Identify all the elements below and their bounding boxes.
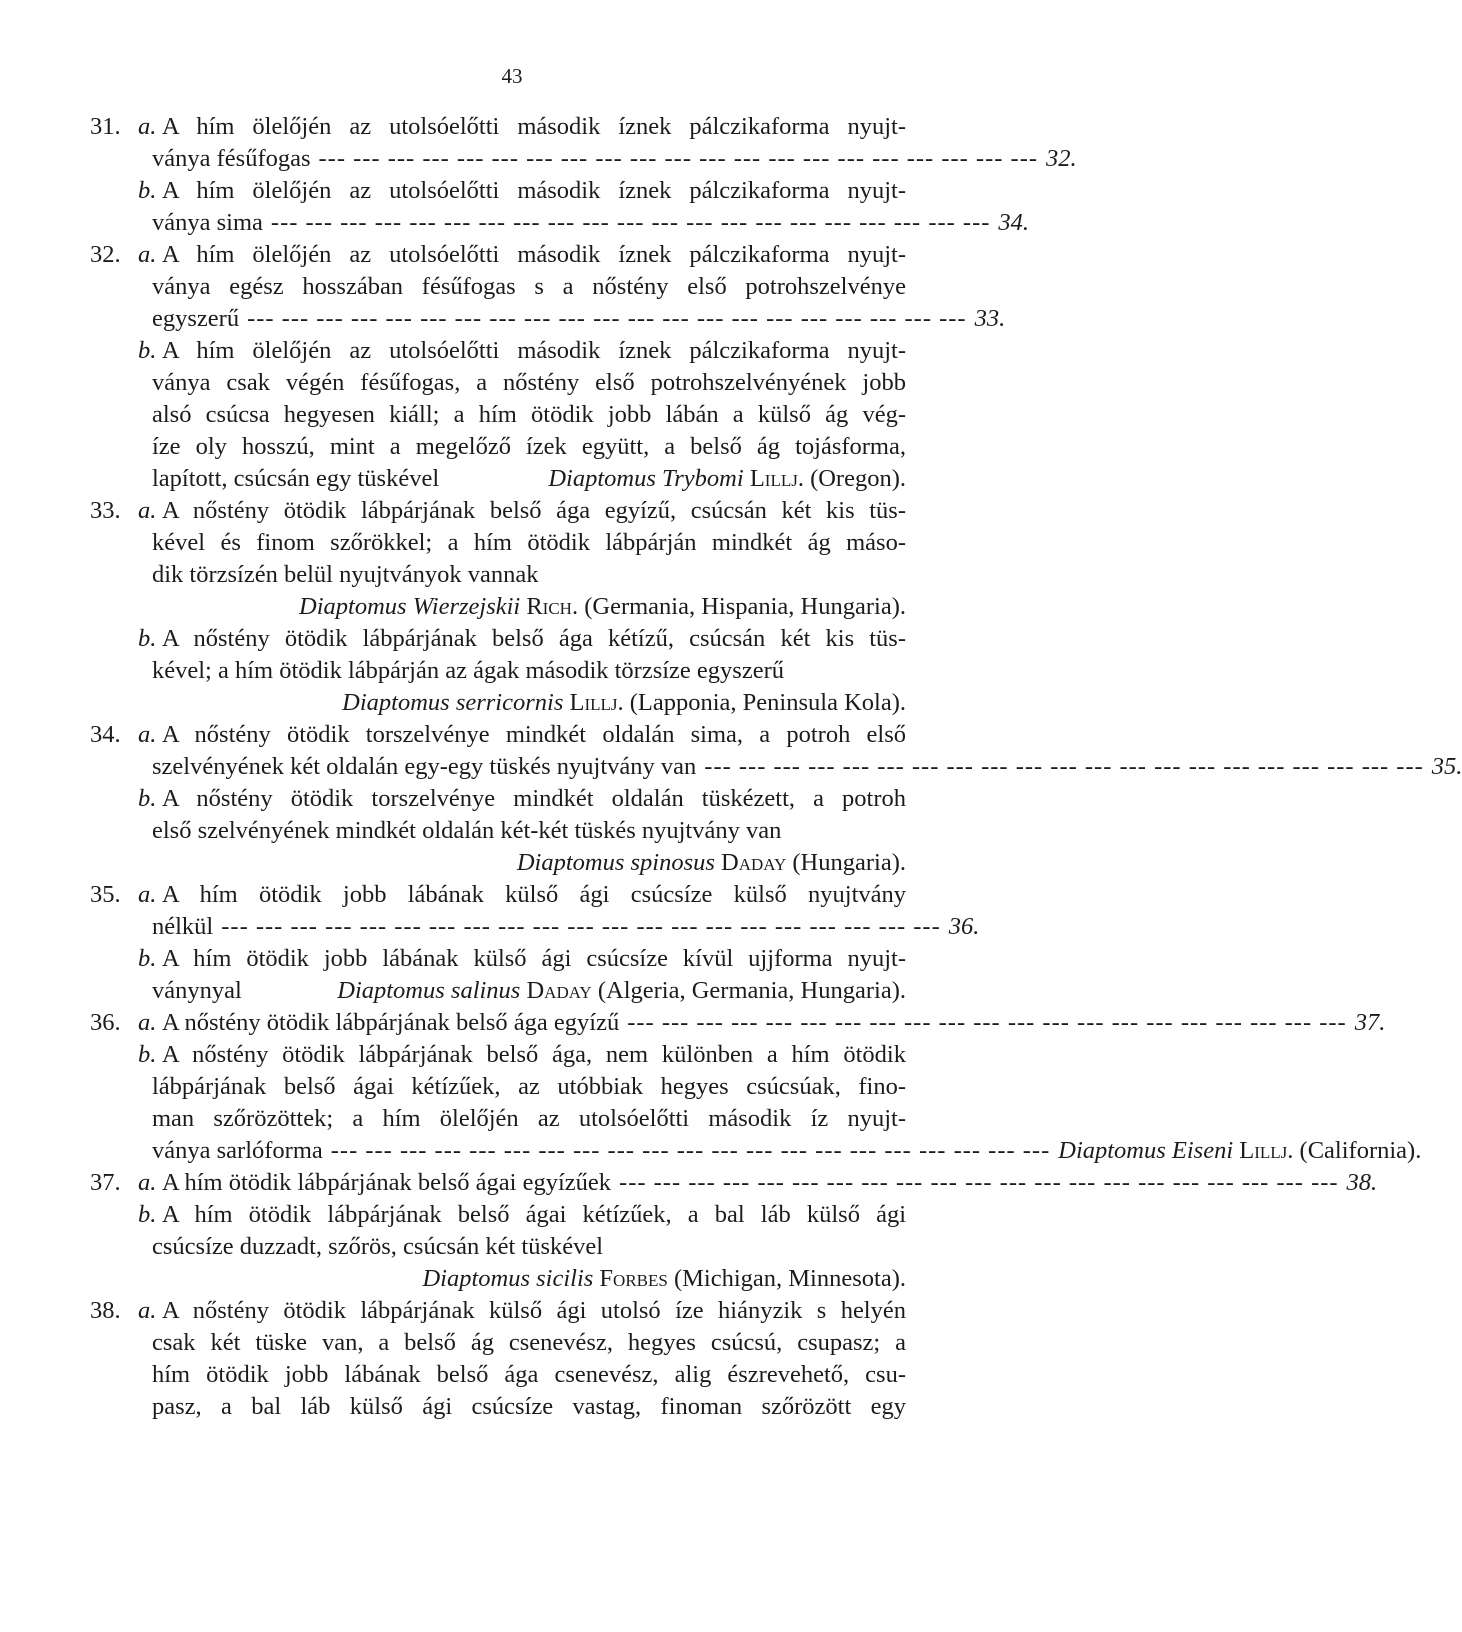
line-33b-3 (0, 686, 1024, 720)
line-32a-1 (0, 238, 1024, 272)
body-text: A hím ötödik lábpárjának belső ágai egyízűek (162, 1169, 612, 1196)
leader-line (152, 206, 1030, 240)
line-34b-3 (0, 846, 1024, 880)
leader-dots: --- --- --- --- --- --- --- --- --- --- --- --- --- --- --- --- --- --- --- --- --- (221, 913, 941, 940)
line-34a-2 (0, 750, 1462, 784)
line-33b-1 (0, 622, 1024, 656)
species-locality: (Michigan, Minnesota). (673, 1265, 906, 1292)
line-32a-3 (0, 302, 1024, 336)
species-locality: (Algeria, Germania, Hungaria). (597, 977, 906, 1004)
line-33a-1 (0, 494, 1024, 528)
line-37a-1 (0, 1166, 1378, 1200)
body-text: A hím ölelőjén az utolsóelőtti második íznek pálczikaforma nyujt- (162, 241, 906, 268)
species-name: Diaptomus serricornis (342, 689, 564, 716)
leader-line (152, 910, 980, 944)
option-letter: b. (138, 1041, 157, 1068)
couplet-reference: 34. (998, 209, 1030, 236)
body-text: csak két tüske van, a belső ág csenevész, hegyes csúcsú, csupasz; a (152, 1329, 906, 1356)
option-letter: a. (138, 1297, 157, 1324)
body-text: A hím ölelőjén az utolsóelőtti második íznek pálczikaforma nyujt- (162, 113, 906, 140)
body-text: kével és finom szőrökkel; a hím ötödik lábpárján mindkét ág máso- (152, 529, 906, 556)
option-letter: a. (138, 1009, 157, 1036)
body-text: A hím ölelőjén az utolsóelőtti második íznek pálczikaforma nyujt- (162, 337, 906, 364)
option-letter: a. (138, 1169, 157, 1196)
line-35b-1 (0, 942, 1024, 976)
line-37b-1 (0, 1198, 1024, 1232)
line-31a-2 (0, 142, 1077, 176)
body-text: A hím ötödik jobb lábának külső ági csúcsíze kívül ujjforma nyujt- (162, 945, 906, 972)
line-31b-1 (0, 174, 1024, 208)
body-text: szelvényének két oldalán egy-egy tüskés nyujtvány van (152, 753, 697, 780)
line-36b-1 (0, 1038, 1024, 1072)
body-text: A nőstény ötödik lábpárjának belső ága egyízű, csúcsán két kis tüs- (162, 497, 906, 524)
line-37b-3 (0, 1262, 1024, 1296)
line-38a-2 (0, 1326, 1024, 1360)
line-34b-1 (0, 782, 1024, 816)
line-35a-2 (0, 910, 1024, 944)
couplet-reference: 37. (1354, 1009, 1386, 1036)
body-text: A nőstény ötödik lábpárjának belső ága egyízű (162, 1009, 620, 1036)
leader-dots: --- --- --- --- --- --- --- --- --- --- --- --- --- --- --- --- --- --- --- --- --- (619, 1169, 1339, 1196)
species-entry (1058, 1134, 1421, 1168)
leader-line (152, 302, 1006, 336)
leader-line (152, 750, 1462, 784)
option-letter: a. (138, 113, 157, 140)
body-text: A nőstény ötödik torszelvénye mindkét oldalán tüskézett, a potroh (162, 785, 906, 812)
body-text: hím ötödik jobb lábának belső ága csenevész, alig észrevehető, csu- (152, 1361, 906, 1388)
species-author: Daday (721, 849, 787, 876)
body-text: lábpárjának belső ágai kétízűek, az utóbbiak hegyes csúcsúak, fino- (152, 1073, 906, 1100)
body-text: egyszerű (152, 305, 240, 332)
line-36b-4 (0, 1134, 1422, 1168)
species-author: Lillj. (569, 689, 624, 716)
body-text: ványa csak végén fésűfogas, a nőstény első potrohszelvényének jobb (152, 369, 906, 396)
species-name: Diaptomus sicilis (422, 1265, 594, 1292)
body-text: lapított, csúcsán egy tüskével (152, 465, 440, 492)
line-35a-1 (0, 878, 1024, 912)
line-32b-3 (0, 398, 1024, 432)
species-locality: (Lapponia, Peninsula Kola). (629, 689, 906, 716)
species-locality: (Germania, Hispania, Hungaria). (584, 593, 906, 620)
couplet-number-38: 38. (90, 1297, 121, 1324)
species-author: Lillj. (749, 465, 804, 492)
couplet-reference: 32. (1046, 145, 1077, 172)
species-locality: (California). (1299, 1137, 1422, 1164)
couplet-reference: 33. (974, 305, 1006, 332)
species-entry (152, 686, 906, 720)
species-author: Lillj. (1239, 1137, 1294, 1164)
leader-line (162, 1006, 1386, 1040)
species-name: Diaptomus Eiseni (1058, 1137, 1234, 1164)
line-33b-2 (0, 654, 1024, 688)
option-letter: a. (138, 881, 157, 908)
line-32b-2 (0, 366, 1024, 400)
leader-dots: --- --- --- --- --- --- --- --- --- --- --- --- --- --- --- --- --- --- --- --- --- (318, 145, 1039, 172)
couplet-number-34: 34. (90, 721, 121, 748)
couplet-reference: 38. (1346, 1169, 1378, 1196)
species-name: Diaptomus spinosus (516, 849, 715, 876)
species-author: Daday (526, 977, 592, 1004)
option-letter: b. (138, 1201, 157, 1228)
option-letter: a. (138, 241, 157, 268)
couplet-number-37: 37. (90, 1169, 121, 1196)
option-letter: b. (138, 625, 157, 652)
body-text: pasz, a bal láb külső ági csúcsíze vastag, finoman szőrözött egy (152, 1393, 906, 1420)
leader-dots: --- --- --- --- --- --- --- --- --- --- --- --- --- --- --- --- --- --- --- --- --- (247, 305, 967, 332)
species-entry (152, 590, 906, 624)
leader-line (152, 142, 1077, 176)
line-32b-1 (0, 334, 1024, 368)
line-36b-2 (0, 1070, 1024, 1104)
line-33a-3 (0, 558, 1024, 592)
leader-line (152, 1134, 1422, 1168)
line-34b-2 (0, 814, 1024, 848)
option-letter: a. (138, 721, 157, 748)
line-36b-3 (0, 1102, 1024, 1136)
species-entry (548, 462, 906, 496)
body-text: A nőstény ötödik lábpárjának belső ága, nem különben a hím ötödik (162, 1041, 906, 1068)
species-name: Diaptomus salinus (337, 977, 521, 1004)
body-text: A hím ölelőjén az utolsóelőtti második íznek pálczikaforma nyujt- (162, 177, 906, 204)
body-text: kével; a hím ötödik lábpárján az ágak második törzsíze egyszerű (152, 657, 784, 684)
species-entry (337, 974, 906, 1008)
line-31b-2 (0, 206, 1030, 240)
body-text: első szelvényének mindkét oldalán két-két tüskés nyujtvány van (152, 817, 782, 844)
page-number: 43 (501, 64, 523, 88)
body-text: dik törzsízén belül nyujtványok vannak (152, 561, 539, 588)
line-38a-1 (0, 1294, 1024, 1328)
species-author: Forbes (599, 1265, 668, 1292)
couplet-number-35: 35. (90, 881, 121, 908)
species-line (152, 462, 906, 496)
species-locality: (Oregon). (810, 465, 906, 492)
option-letter: b. (138, 337, 157, 364)
species-entry (152, 1262, 906, 1296)
line-34a-1 (0, 718, 1024, 752)
leader-dots: --- --- --- --- --- --- --- --- --- --- --- --- --- --- --- --- --- --- --- --- --- (270, 209, 991, 236)
leader-dots: --- --- --- --- --- --- --- --- --- --- --- --- --- --- --- --- --- --- --- --- --- (627, 1009, 1347, 1036)
option-letter: b. (138, 177, 157, 204)
line-35b-2 (0, 974, 1024, 1008)
line-33a-4 (0, 590, 1024, 624)
line-38a-3 (0, 1358, 1024, 1392)
body-text: man szőrözöttek; a hím ölelőjén az utolsóelőtti második íz nyujt- (152, 1105, 906, 1132)
line-32a-2 (0, 270, 1024, 304)
body-text: ványa egész hosszában fésűfogas s a nőstény első potrohszelvénye (152, 273, 906, 300)
species-line (152, 974, 906, 1008)
body-text: A hím ötödik jobb lábának külső ági csúcsíze külső nyujtvány (162, 881, 906, 908)
couplet-number-31: 31. (90, 113, 121, 140)
couplet-number-32: 32. (90, 241, 121, 268)
body-text: nélkül (152, 913, 214, 940)
line-32b-5 (0, 462, 1024, 496)
line-36a-1 (0, 1006, 1386, 1040)
line-31a-1 (0, 110, 1024, 144)
couplet-number-33: 33. (90, 497, 121, 524)
body-text: A nőstény ötödik lábpárjának belső ága kétízű, csúcsán két kis tüs- (162, 625, 906, 652)
option-letter: b. (138, 945, 157, 972)
couplet-reference: 35. (1431, 753, 1462, 780)
body-text: csúcsíze duzzadt, szőrös, csúcsán két tüskével (152, 1233, 604, 1260)
option-letter: a. (138, 497, 157, 524)
line-32b-4 (0, 430, 1024, 464)
leader-dots: --- --- --- --- --- --- --- --- --- --- --- --- --- --- --- --- --- --- --- --- --- (330, 1137, 1051, 1164)
option-letter: b. (138, 785, 157, 812)
body-text: alsó csúcsa hegyesen kiáll; a hím ötödik jobb lábán a külső ág vég- (152, 401, 906, 428)
body-text: ványa sima (152, 209, 263, 236)
line-38a-4 (0, 1390, 1024, 1424)
line-37b-2 (0, 1230, 1024, 1264)
couplet-reference: 36. (948, 913, 980, 940)
line-33a-2 (0, 526, 1024, 560)
leader-line (162, 1166, 1378, 1200)
species-locality: (Hungaria). (792, 849, 906, 876)
body-text: ványa fésűfogas (152, 145, 311, 172)
species-entry (152, 846, 906, 880)
species-name: Diaptomus Trybomi (548, 465, 744, 492)
body-text: ványa sarlóforma (152, 1137, 323, 1164)
species-name: Diaptomus Wierzejskii (299, 593, 521, 620)
body-text: A nőstény ötödik lábpárjának külső ági utolsó íze hiányzik s helyén (162, 1297, 906, 1324)
species-author: Rich. (526, 593, 579, 620)
body-text: íze oly hosszú, mint a megelőző ízek együtt, a belső ág tojásforma, (152, 433, 906, 460)
leader-dots: --- --- --- --- --- --- --- --- --- --- --- --- --- --- --- --- --- --- --- --- --- (704, 753, 1424, 780)
body-text: A hím ötödik lábpárjának belső ágai kétízűek, a bal láb külső ági (162, 1201, 906, 1228)
body-text: A nőstény ötödik torszelvénye mindkét oldalán sima, a potroh első (162, 721, 906, 748)
couplet-number-36: 36. (90, 1009, 121, 1036)
body-text: ványnyal (152, 977, 242, 1004)
